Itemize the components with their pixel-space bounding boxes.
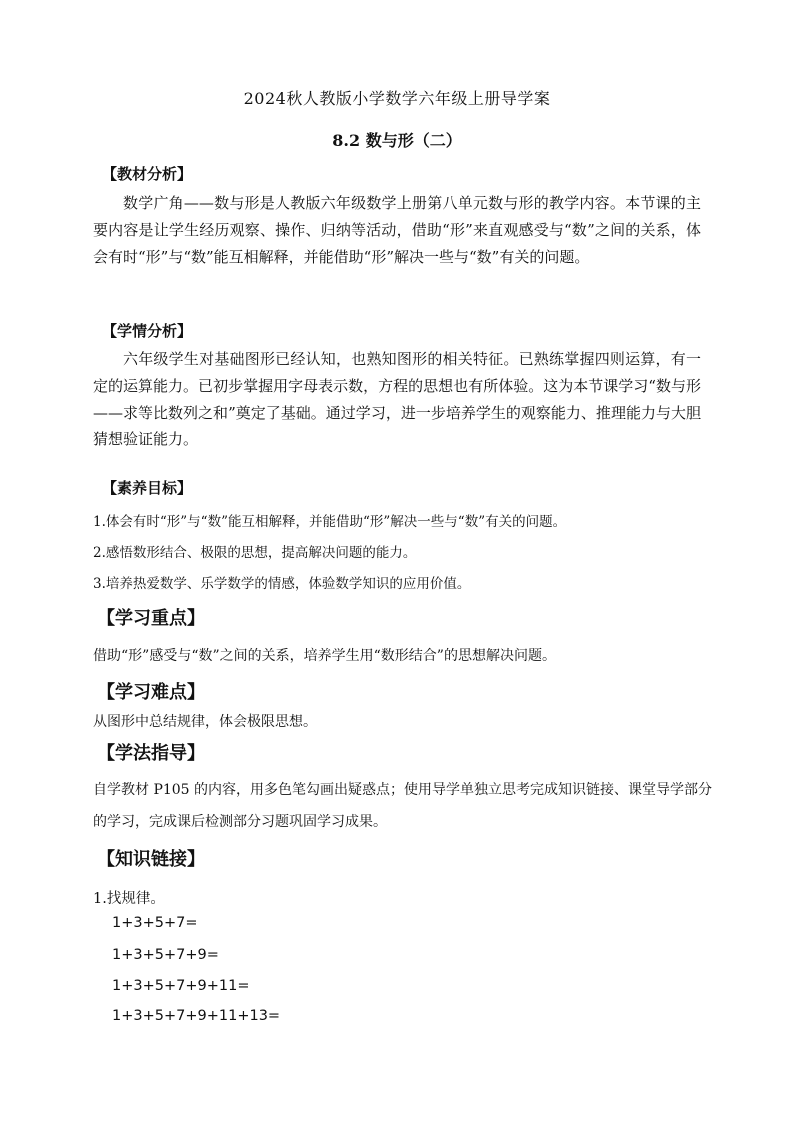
pattern-equation: 1+3+5+7+9= [112,947,219,963]
section-heading-literacy-goals: 【素养目标】 [102,479,193,497]
section-heading-student-analysis: 【学情分析】 [102,322,193,340]
student-analysis-paragraph: 六年级学生对基础图形已经认知，也熟知图形的相关特征。已熟练掌握四则运算，有一定的运算能力。已初步掌握用字母表示数，方程的思想也有所体验。这为本节课学习“数与形——求等比数列之和”奠定了基础。通过学习，进一步培养学生的观察能力、推理能力与大胆猜想验证能力。 [93,350,701,449]
pattern-equation: 1+3+5+7+9+11+13= [112,1008,281,1024]
pattern-equation: 1+3+5+7+9+11= [112,978,250,994]
difficulties-text: 从图形中总结规律，体会极限思想。 [93,714,317,730]
goal-item-1: 1.体会有时“形”与“数”能互相解释，并能借助“形”解决一些与“数”有关的问题。 [93,514,567,530]
lesson-subtitle: 8.2 数与形（二） [332,131,462,150]
section-heading-difficulties: 【学习难点】 [97,682,205,703]
study-guide-line-2: 的学习，完成课后检测部分习题巩固学习成果。 [93,814,387,830]
goal-item-2: 2.感悟数形结合、极限的思想，提高解决问题的能力。 [93,545,417,561]
pattern-equation: 1+3+5+7= [112,915,198,931]
section-heading-knowledge-link: 【知识链接】 [97,849,205,870]
section-heading-textbook-analysis: 【教材分析】 [102,165,193,183]
knowledge-task: 1.找规律。 [93,891,165,907]
document-title: 2024秋人教版小学数学六年级上册导学案 [243,89,551,108]
textbook-analysis-paragraph: 数学广角——数与形是人教版六年级数学上册第八单元数与形的教学内容。本节课的主要内容是让学生经历观察、操作、归纳等活动，借助“形”来直观感受与“数”之间的关系，体会有时“形”与“数”能互相解释，并能借助“形”解决一些与“数”有关的问题。 [93,194,701,266]
section-heading-study-guide: 【学法指导】 [97,743,205,764]
goal-item-3: 3.培养热爱数学、乐学数学的情感，体验数学知识的应用价值。 [93,576,471,592]
study-guide-line-1: 自学教材 P105 的内容，用多色笔勾画出疑惑点；使用导学单独立思考完成知识链接、课堂导学部分 [93,782,713,798]
section-heading-key-points: 【学习重点】 [97,608,205,629]
key-points-text: 借助“形”感受与“数”之间的关系，培养学生用“数形结合”的思想解决问题。 [93,648,556,664]
